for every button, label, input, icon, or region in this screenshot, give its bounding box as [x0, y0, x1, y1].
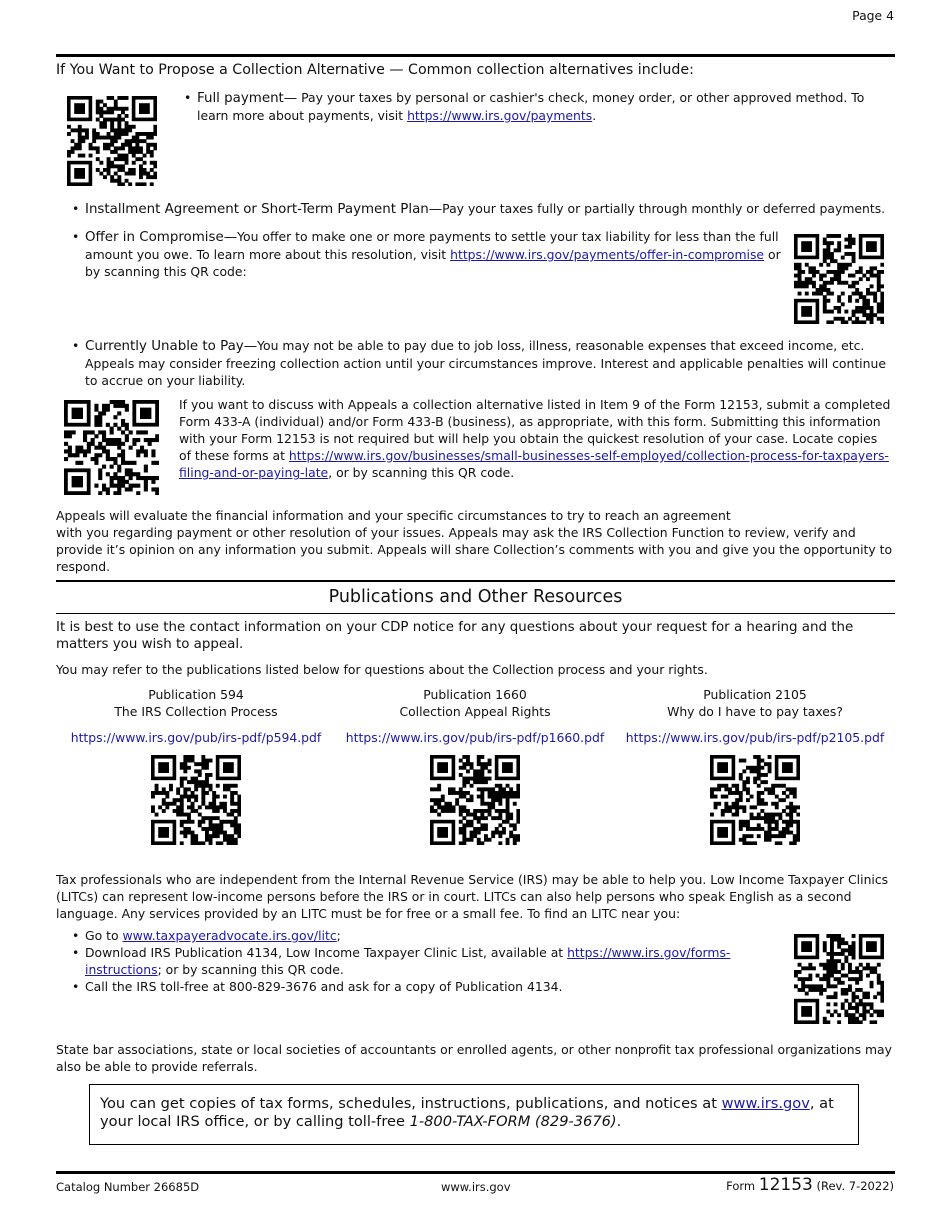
- litc-qr-code: [794, 934, 884, 1024]
- top-rule: [56, 54, 895, 57]
- goto-prefix: Go to: [85, 928, 123, 943]
- call-text: Call the IRS toll-free at 800-829-3676 and ask for a copy of Publication 4134.: [85, 979, 563, 994]
- full-payment-item: • Full payment— Pay your taxes by personal or cashier's check, money order, or other approved method. To learn more about payments, visit https://www.irs.gov/payments.: [184, 90, 865, 123]
- footer-site: www.irs.gov: [441, 1180, 511, 1194]
- publications-heading: Publications and Other Resources: [328, 587, 623, 607]
- publication-name: Publication 1660: [423, 687, 527, 702]
- full-payment-text: Pay your taxes by personal or cashier's check, money order, or other approved method. To learn more about payments, visit: [197, 90, 865, 123]
- forms-paragraph: [179, 396, 891, 481]
- oic-item: • Offer in Compromise—You offer to make one or more payments to settle your tax liability for less than the full amount you owe. To learn more about this resolution, visit https://www.irs.gov/payments/offer-in-compromise or by scanning this QR code:: [72, 229, 781, 279]
- installment-text: Pay your taxes fully or partially through monthly or deferred payments.: [442, 201, 886, 216]
- full-payment-title: Full payment—: [197, 91, 298, 106]
- installment-item: • Installment Agreement or Short-Term Payment Plan—Pay your taxes fully or partially through monthly or deferred payments.: [72, 201, 886, 217]
- page-number: Page 4: [852, 8, 894, 23]
- collection-process-link[interactable]: https://www.irs.gov/businesses/small-businesses-self-employed/collection-process-for-taxpayers-filing-and-or-paying-late: [179, 448, 889, 480]
- oic-link[interactable]: https://www.irs.gov/payments/offer-in-compromise: [450, 247, 765, 262]
- forms-after: , or by scanning this QR code.: [328, 465, 515, 480]
- publication-title: Why do I have to pay taxes?: [667, 704, 843, 719]
- forms-instructions-link[interactable]: https://www.irs.gov/forms-instructions: [85, 945, 731, 977]
- get-forms-box: [89, 1084, 859, 1145]
- box-middle: , at your local IRS office, or by calling toll-free: [100, 1095, 834, 1130]
- state-bar-paragraph: State bar associations, state or local societies of accountants or enrolled agents, or other nonprofit tax professional organizations may also be able to provide referrals.: [56, 1042, 892, 1074]
- section-rule-bottom: [56, 613, 895, 614]
- evaluate-paragraph: [56, 507, 894, 575]
- box-after: .: [616, 1113, 622, 1130]
- download-after: ; or by scanning this QR code.: [157, 962, 344, 977]
- publication-name: Publication 2105: [703, 687, 807, 702]
- payments-link[interactable]: https://www.irs.gov/payments: [407, 108, 593, 123]
- publication-name: Publication 594: [148, 687, 244, 702]
- installment-title: Installment Agreement or Short-Term Payment Plan—: [85, 202, 443, 217]
- unable-title: Currently Unable to Pay—: [85, 339, 258, 354]
- publication-url[interactable]: https://www.irs.gov/pub/irs-pdf/p2105.pdf: [625, 730, 885, 745]
- publication-url[interactable]: https://www.irs.gov/pub/irs-pdf/p594.pdf: [70, 730, 322, 745]
- unable-to-pay-item: • Currently Unable to Pay—You may not be able to pay due to job loss, illness, reasonable expenses that exceed income, etc. Appeals may consider freezing collection action until your circumstances improve. Interest and applicable penalties will continue to accrue on your liability.: [72, 338, 886, 388]
- payments-qr-code: [67, 96, 157, 186]
- publication-1660: [335, 686, 615, 746]
- publication-title: Collection Appeal Rights: [399, 704, 551, 719]
- p594-qr-code: [151, 755, 241, 845]
- oic-title: Offer in Compromise—: [85, 230, 238, 245]
- evaluate-line-2: with you regarding payment or other resolution of your issues. Appeals may ask the IRS Collection Function to review, verify and provide it’s opinion on any information you submit. Appeals will share Collection’s comments with you and give you the opportunity to respond.: [56, 525, 893, 574]
- p1660-qr-code: [430, 755, 520, 845]
- download-prefix: Download IRS Publication 4134, Low Income Taxpayer Clinic List, available at: [85, 945, 568, 960]
- publication-title: The IRS Collection Process: [114, 704, 278, 719]
- litc-goto-item: • Go to www.taxpayeradvocate.irs.gov/litc;: [72, 928, 341, 943]
- oic-after: or by scanning this QR code:: [85, 247, 781, 279]
- oic-qr-code: [794, 234, 884, 324]
- catalog-number: Catalog Number 26685D: [56, 1180, 200, 1194]
- litc-paragraph: Tax professionals who are independent from the Internal Revenue Service (IRS) may be able to help you. Low Income Taxpayer Clinics (LITCs) can represent low-income persons before the IRS or in court. LITCs can also help persons who speak English as a second language. Any services provided by an LITC must be for free or a small fee. To find an LITC near you:: [56, 872, 889, 921]
- full-payment-after: .: [592, 108, 597, 123]
- publications-refer: You may refer to the publications listed below for questions about the Collection process and your rights.: [56, 662, 708, 677]
- oic-text: You offer to make one or more payments to settle your tax liability for less than the full amount you owe. To learn more about this resolution, visit: [85, 229, 779, 262]
- litc-download-item: • Download IRS Publication 4134, Low Income Taxpayer Clinic List, available at https://www.irs.gov/forms-instructions; or by scanning this QR code.: [72, 945, 731, 977]
- litc-call-item: • Call the IRS toll-free at 800-829-3676 and ask for a copy of Publication 4134.: [72, 978, 782, 995]
- irs-gov-link[interactable]: www.irs.gov: [721, 1095, 810, 1112]
- form-number: 12153: [758, 1175, 813, 1195]
- evaluate-line-1: Appeals will evaluate the financial information and your specific circumstances to try to reach an agreement: [56, 508, 731, 523]
- section-rule-top: [56, 580, 895, 582]
- box-phone: 1-800-TAX-FORM (829-3676): [409, 1113, 617, 1130]
- box-prefix: You can get copies of tax forms, schedules, instructions, publications, and notices at: [100, 1095, 722, 1112]
- unable-text: You may not be able to pay due to job loss, illness, reasonable expenses that exceed income, etc. Appeals may consider freezing collection action until your circumstances improve. Interest and applicable penalties will continue to accrue on your liability.: [85, 338, 886, 388]
- form-id: [726, 1175, 894, 1195]
- forms-qr-code: [64, 400, 159, 495]
- goto-after: ;: [336, 928, 341, 943]
- publication-2105: [615, 686, 895, 746]
- publication-594: [56, 686, 336, 746]
- taxpayer-advocate-link[interactable]: www.taxpayeradvocate.irs.gov/litc: [122, 928, 337, 943]
- footer-rule: [56, 1171, 895, 1174]
- form-revision: (Rev. 7-2022): [816, 1179, 894, 1193]
- p2105-qr-code: [710, 755, 800, 845]
- publications-intro: It is best to use the contact information on your CDP notice for any questions about your request for a hearing and the matters you wish to appeal.: [56, 620, 854, 652]
- form-prefix: Form: [726, 1179, 759, 1193]
- collection-heading: If You Want to Propose a Collection Alternative — Common collection alternatives include:: [56, 62, 694, 78]
- publication-url[interactable]: https://www.irs.gov/pub/irs-pdf/p1660.pdf: [345, 730, 605, 745]
- forms-text: If you want to discuss with Appeals a collection alternative listed in Item 9 of the Form 12153, submit a completed Form 433-A (individual) and/or Form 433-B (business), as appropriate, with this form. Submitting this information with your Form 12153 is not required but will help you obtain the quickest resolution of your case. Locate copies of these forms at: [179, 397, 891, 463]
